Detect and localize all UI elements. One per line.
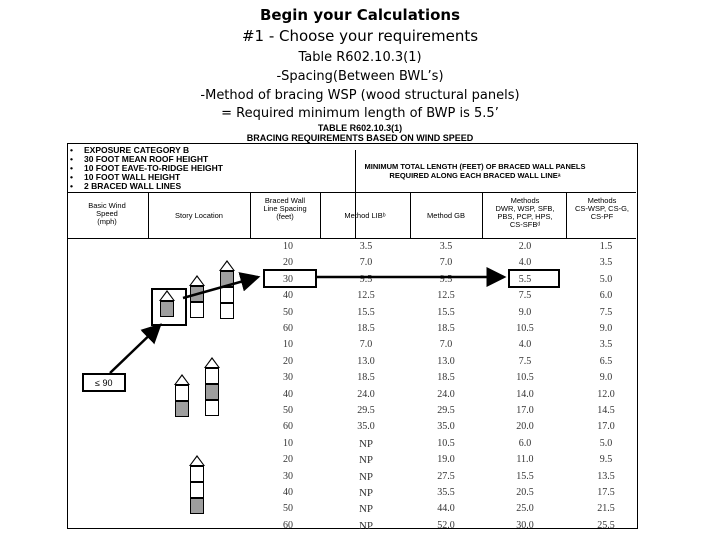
col-header-line: Line Spacing <box>263 204 307 213</box>
cell-wsp: 7.5 <box>518 355 532 367</box>
roof-icon <box>174 374 190 385</box>
cell-spacing: 40 <box>283 290 293 302</box>
cell-wsp: 14.0 <box>516 388 534 400</box>
cell-gb: 3.5 <box>439 241 453 252</box>
cell-cs: 3.5 <box>599 339 613 351</box>
col-header-line: Speed <box>96 209 118 218</box>
table-header-line1: TABLE R602.10.3(1) <box>317 123 403 133</box>
cell-wsp: 4.0 <box>518 257 532 269</box>
cell-cs: 5.0 <box>599 437 613 449</box>
cell-cs: 14.5 <box>597 405 615 416</box>
col-header-gb: Method GB <box>427 211 465 220</box>
table-reference: Table R602.10.3(1) <box>298 50 422 65</box>
cell-gb: 15.5 <box>437 306 455 318</box>
cell-gb: 24.0 <box>437 388 455 400</box>
cell-gb: 19.0 <box>437 454 455 466</box>
cell-lib: NP <box>358 454 374 467</box>
col-divider <box>355 150 356 238</box>
cell-wsp: 6.0 <box>518 437 532 449</box>
cell-spacing: 30 <box>283 470 293 482</box>
cell-cs: 7.5 <box>599 306 613 318</box>
conditions-list <box>70 146 223 191</box>
cell-cs: 17.5 <box>597 487 615 498</box>
min-header-line1: MINIMUM TOTAL LENGTH (FEET) OF BRACED WALL PANELS <box>364 162 586 171</box>
house-one-story-icon <box>159 290 175 317</box>
cell-wsp: 10.5 <box>516 372 534 384</box>
cell-lib: 12.5 <box>357 290 375 302</box>
result-note: = Required minimum length of BWP is 5.5’ <box>221 106 499 121</box>
cell-gb: 44.0 <box>437 503 455 515</box>
col-header-line: PBS, PCP, HPS, <box>497 212 553 221</box>
wind-speed-value: ≤ 90 <box>95 378 113 388</box>
col-divider <box>566 192 567 238</box>
cell-spacing: 50 <box>283 306 293 318</box>
col-header-line: Braced Wall <box>264 196 306 205</box>
col-divider <box>148 192 149 238</box>
col-header-line: Methods <box>510 196 540 205</box>
cell-lib: NP <box>358 503 374 516</box>
col-header-line: CS-PF <box>590 212 614 221</box>
page-heading: Begin your Calculations <box>259 6 461 24</box>
cell-gb: 52.0 <box>437 519 455 531</box>
wsp-value-highlight <box>508 269 560 288</box>
cell-wsp: 2.0 <box>518 241 532 252</box>
cell-wsp: 4.0 <box>518 339 532 351</box>
cell-gb: 35.0 <box>437 421 455 433</box>
col-header-line: (mph) <box>97 217 117 226</box>
cell-lib: 3.5 <box>359 241 373 252</box>
cell-wsp: 5.5 <box>518 273 532 285</box>
roof-icon <box>219 260 235 271</box>
cell-wsp: 15.5 <box>516 470 534 482</box>
spacing-note: -Spacing(Between BWL’s) <box>276 69 444 84</box>
cell-cs: 1.5 <box>599 241 613 252</box>
cell-cs: 6.0 <box>599 290 613 302</box>
house-two-story-icon <box>189 275 205 318</box>
condition-item: • 2 BRACED WALL LINES <box>70 182 223 191</box>
cell-gb: 9.5 <box>439 273 453 285</box>
condition-item: • 30 FOOT MEAN ROOF HEIGHT <box>70 155 223 164</box>
cell-cs: 9.0 <box>599 323 613 334</box>
cell-cs: 9.5 <box>599 454 613 466</box>
table-header-line2: BRACING REQUIREMENTS BASED ON WIND SPEED <box>246 133 474 143</box>
story-icon <box>205 400 219 416</box>
condition-item: • 10 FOOT WALL HEIGHT <box>70 173 223 182</box>
house-two-story-mid-icon <box>174 374 190 417</box>
col-header-wind-speed <box>72 202 142 226</box>
cell-lib: 35.0 <box>357 421 375 433</box>
cell-wsp: 20.5 <box>516 487 534 498</box>
cell-lib: 13.0 <box>357 355 375 367</box>
cell-spacing: 10 <box>283 241 293 252</box>
cell-lib: NP <box>358 487 374 499</box>
spacing-30-highlight <box>263 269 317 288</box>
roof-icon <box>204 357 220 368</box>
min-header-line2: REQUIRED ALONG EACH BRACED WALL LINEᵃ <box>389 171 561 180</box>
cell-lib: 29.5 <box>357 405 375 416</box>
cell-spacing: 50 <box>283 503 293 515</box>
story-icon <box>220 271 234 287</box>
header-bottom-divider <box>68 238 636 239</box>
story-icon <box>190 498 204 514</box>
minimum-length-header <box>355 162 595 180</box>
cell-cs: 17.0 <box>597 421 615 433</box>
col-divider <box>410 192 411 238</box>
cell-spacing: 20 <box>283 355 293 367</box>
col-header-line: Basic Wind <box>88 201 126 210</box>
cell-lib: 18.5 <box>357 323 375 334</box>
story-icon <box>175 385 189 401</box>
cell-wsp: 11.0 <box>516 454 534 466</box>
col-header-wsp <box>484 197 566 229</box>
cell-lib: 9.5 <box>359 273 373 285</box>
col-header-story: Story Location <box>175 211 223 220</box>
cell-wsp: 17.0 <box>516 405 534 416</box>
story-icon <box>205 368 219 384</box>
cell-lib: 18.5 <box>357 372 375 384</box>
col-header-cs <box>568 197 636 221</box>
cell-cs: 25.5 <box>597 519 615 531</box>
cell-gb: 35.5 <box>437 487 455 498</box>
story-icon <box>190 302 204 318</box>
col-divider <box>482 192 483 238</box>
cell-spacing: 20 <box>283 257 293 269</box>
story-icon <box>190 286 204 302</box>
story-icon <box>190 482 204 498</box>
roof-icon <box>159 290 175 301</box>
cell-wsp: 30.0 <box>516 519 534 531</box>
cell-wsp: 25.0 <box>516 503 534 515</box>
cell-cs: 12.0 <box>597 388 615 400</box>
cell-gb: 18.5 <box>437 372 455 384</box>
cell-gb: 7.0 <box>439 257 453 269</box>
roof-icon <box>189 455 205 466</box>
cell-spacing: 30 <box>283 372 293 384</box>
cell-lib: NP <box>358 437 374 450</box>
cell-spacing: 60 <box>283 421 293 433</box>
cell-wsp: 9.0 <box>518 306 532 318</box>
cell-spacing: 30 <box>283 273 293 285</box>
cell-spacing: 40 <box>283 487 293 498</box>
cell-gb: 10.5 <box>437 437 455 449</box>
col-divider <box>320 192 321 238</box>
cell-spacing: 10 <box>283 339 293 351</box>
house-three-story-bottom-icon <box>189 455 205 514</box>
cell-cs: 6.5 <box>599 355 613 367</box>
story-icon <box>160 301 174 317</box>
story-icon <box>220 303 234 319</box>
col-header-line: Methods <box>587 196 617 205</box>
cell-gb: 27.5 <box>437 470 455 482</box>
condition-item: • EXPOSURE CATEGORY B <box>70 146 223 155</box>
cell-gb: 29.5 <box>437 405 455 416</box>
cell-lib: 24.0 <box>357 388 375 400</box>
cell-cs: 9.0 <box>599 372 613 384</box>
cell-spacing: 20 <box>283 454 293 466</box>
col-header-line: DWR, WSP, SFB, <box>495 204 555 213</box>
cell-gb: 7.0 <box>439 339 453 351</box>
cell-lib: NP <box>358 519 374 532</box>
cell-wsp: 20.0 <box>516 421 534 433</box>
cell-spacing: 60 <box>283 323 293 334</box>
cell-lib: 15.5 <box>357 306 375 318</box>
col-header-lib: Method LIBᵇ <box>344 211 386 220</box>
table-header <box>0 123 720 143</box>
roof-icon <box>189 275 205 286</box>
cell-gb: 13.0 <box>437 355 455 367</box>
cell-wsp: 10.5 <box>516 323 534 334</box>
step-title: #1 - Choose your requirements <box>241 27 479 45</box>
cell-cs: 5.0 <box>599 273 613 285</box>
house-three-story-mid-icon <box>204 357 220 416</box>
col-header-line: CS-WSP, CS-G, <box>574 204 630 213</box>
col-header-spacing <box>253 197 317 221</box>
story-icon <box>205 384 219 400</box>
cell-lib: 7.0 <box>359 339 373 351</box>
cell-gb: 12.5 <box>437 290 455 302</box>
cell-spacing: 50 <box>283 405 293 416</box>
header-divider <box>68 192 636 193</box>
house-three-story-icon <box>219 260 235 319</box>
col-divider <box>250 192 251 238</box>
cell-lib: 7.0 <box>359 257 373 269</box>
cell-cs: 13.5 <box>597 470 615 482</box>
cell-spacing: 60 <box>283 519 293 531</box>
col-header-line: (feet) <box>276 212 294 221</box>
cell-cs: 3.5 <box>599 257 613 269</box>
cell-cs: 21.5 <box>597 503 615 515</box>
col-header-line: CS-SFBᵈ <box>509 220 541 229</box>
story-icon <box>220 287 234 303</box>
condition-item: • 10 FOOT EAVE-TO-RIDGE HEIGHT <box>70 164 223 173</box>
cell-spacing: 40 <box>283 388 293 400</box>
method-note: -Method of bracing WSP (wood structural panels) <box>200 88 520 103</box>
cell-lib: NP <box>358 470 374 483</box>
story-icon <box>175 401 189 417</box>
cell-gb: 18.5 <box>437 323 455 334</box>
story-icon <box>190 466 204 482</box>
cell-spacing: 10 <box>283 437 293 449</box>
cell-wsp: 7.5 <box>518 290 532 302</box>
